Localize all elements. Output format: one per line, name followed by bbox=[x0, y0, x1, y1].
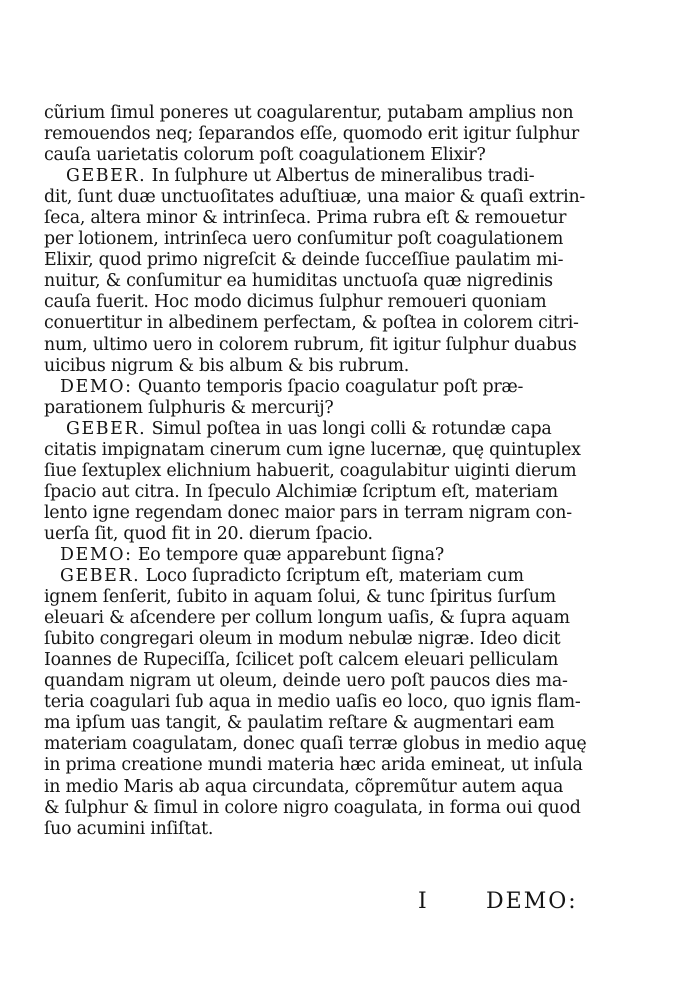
text-line: uicibus nigrum & bis album & bis rubrum. bbox=[44, 355, 410, 376]
text-line: citatis impignatam cinerum cum igne lucernæ, quę quintuplex bbox=[44, 439, 581, 460]
text-line: conuertitur in albedinem perfectam, & poſtea in colorem citri- bbox=[44, 313, 579, 334]
text-line: ignem ſenſerit, ſubito in aquam ſolui, & tunc ſpiritus ſurſum bbox=[44, 587, 556, 608]
text-fragment: Quanto temporis ſpacio coagulatur poſt præ- bbox=[137, 376, 524, 397]
catchword: DEMO: bbox=[486, 889, 578, 914]
text-line bbox=[44, 419, 604, 440]
text-line: cauſa uarietatis colorum poſt coagulationem Elixir? bbox=[44, 145, 486, 166]
text-line: num, ultimo uero in colorem rubrum, fit igitur ſulphur duabus bbox=[44, 334, 577, 355]
text-line bbox=[44, 166, 604, 187]
text-line bbox=[44, 377, 604, 398]
text-line: in prima creatione mundi materia hæc arida emineat, ut inſula bbox=[44, 755, 583, 776]
text-line: Elixir, quod primo nigreſcit & deinde ſucceſſiue paulatim mi- bbox=[44, 250, 564, 271]
text-fragment: In ſulphure ut bbox=[151, 166, 271, 187]
text-line: dit, ſunt duæ unctuoſitates aduſtiuæ, una maior & quaſi extrin- bbox=[44, 187, 586, 208]
text-line: nuitur, & conſumitur ea humiditas unctuoſa quæ nigredinis bbox=[44, 271, 553, 292]
speaker-label: DEMO: bbox=[60, 376, 133, 397]
body-text bbox=[44, 103, 604, 840]
text-line bbox=[44, 566, 604, 587]
text-line: ſeca, altera minor & intrinſeca. Prima rubra eſt & remouetur bbox=[44, 208, 567, 229]
text-line bbox=[44, 545, 604, 566]
text-line: in medio Maris ab aqua circundata, cõpremũtur autem aqua bbox=[44, 776, 564, 797]
text-fragment: Albertus de mineralibus tradi- bbox=[276, 166, 535, 187]
speaker-label: GEBER. bbox=[60, 566, 141, 587]
text-line: lento igne regendam donec maior pars in terram nigram con- bbox=[44, 502, 572, 523]
speaker-label: GEBER. bbox=[66, 166, 147, 187]
text-line: ſpacio aut citra. In ſpeculo Alchimiæ ſcriptum eſt, materiam bbox=[44, 481, 558, 502]
text-line: remouendos neq; ſeparandos eſſe, quomodo erit igitur ſulphur bbox=[44, 124, 579, 145]
text-line: cauſa fuerit. Hoc modo dicimus ſulphur remoueri quoniam bbox=[44, 292, 547, 313]
text-line: materiam coagulatam, donec quaſi terræ globus in medio aquę bbox=[44, 734, 587, 755]
text-line: teria coagulari ſub aqua in medio uaſis eo loco, quo ignis flam- bbox=[44, 692, 581, 713]
text-line: uerſa ſit, quod fit in 20. dierum ſpacio. bbox=[44, 523, 373, 544]
text-line: ma ipſum uas tangit, & paulatim reſtare & augmentari eam bbox=[44, 713, 555, 734]
text-line: parationem ſulphuris & mercurij? bbox=[44, 397, 334, 418]
speaker-label: DEMO: bbox=[60, 544, 133, 565]
text-fragment: Loco ſupradicto ſcriptum eſt, materiam cum bbox=[145, 566, 524, 587]
text-fragment: Eo tempore quæ apparebunt ſigna? bbox=[137, 544, 444, 565]
text-line: ſubito congregari oleum in modum nebulæ nigræ. Ideo dicit bbox=[44, 629, 561, 650]
text-line: cũrium ſimul poneres ut coagularentur, putabam amplius non bbox=[44, 103, 574, 123]
text-line: Ioannes de Rupeciſſa, ſcilicet poſt calcem eleuari pelliculam bbox=[44, 650, 559, 671]
text-line: per lotionem, intrinſeca uero conſumitur poſt coagulationem bbox=[44, 229, 564, 250]
text-line: ſuo acumini inſiſtat. bbox=[44, 818, 214, 839]
text-line: & ſulphur & ſimul in colore nigro coagulata, in forma oui quod bbox=[44, 797, 581, 818]
text-fragment: Simul poſtea in uas longi colli & rotundæ capa bbox=[151, 418, 552, 439]
text-line: ſiue ſextuplex elichnium habuerit, coagulabitur uiginti dierum bbox=[44, 460, 577, 481]
text-line: eleuari & aſcendere per collum longum uaſis, & ſupra aquam bbox=[44, 608, 570, 629]
text-line: quandam nigram ut oleum, deinde uero poſt paucos dies ma- bbox=[44, 671, 568, 692]
speaker-label: GEBER. bbox=[66, 418, 147, 439]
signature-mark: I bbox=[418, 889, 429, 914]
